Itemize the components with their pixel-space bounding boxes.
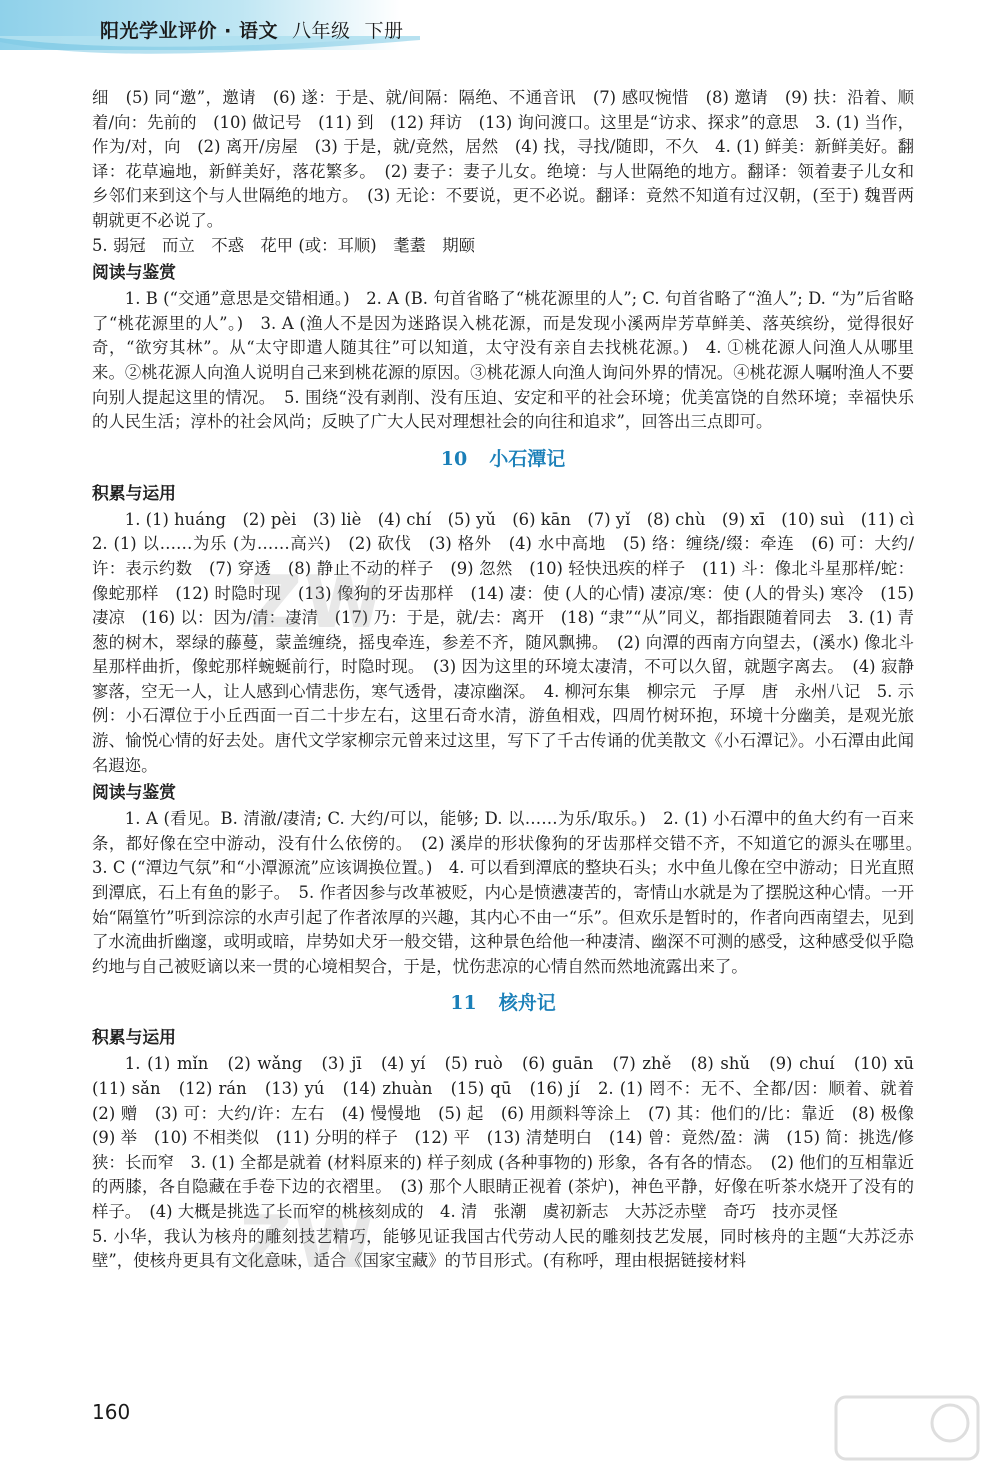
section-heading-accumulation: 积累与运用 (92, 482, 176, 503)
chapter-number: 10 (440, 447, 468, 470)
section-heading-reading: 阅读与鉴赏 (92, 782, 176, 803)
volume-label: 下册 (364, 20, 404, 42)
watermark-graphic: ZW (240, 1200, 376, 1284)
page-number: 160 (92, 1400, 131, 1424)
answer-paragraph: 5. 弱冠 而立 不惑 花甲 (或：耳顺) 耄耋 期颐 (92, 235, 476, 255)
watermark-graphic: ZW (250, 560, 386, 644)
chapter-title: 小石潭记 (489, 447, 566, 470)
answer-content (92, 86, 931, 1274)
chapter-number: 11 (450, 992, 477, 1015)
section-heading-reading: 阅读与鉴赏 (92, 262, 176, 283)
corner-stamp-logo (832, 1393, 982, 1463)
chapter-heading (92, 987, 914, 1019)
answer-paragraph: 细 (5) 同“邀”，邀请 (6) 遂：于是、就/间隔：隔绝、不通音讯 (7) 感叹惋惜 (8) 邀请 (9) 扶：沿着、顺着/向：先前的 (10) 做记号 (11) 到 (12) 拜访 (13) 询问渡口。这里是“访求、探求”的意思 3. (1) 当作，作为/对，向 (2) 离开/房屋 (3) 于是，就/竟然，居然 (4) 找，寻找/随即，不久 4. (1) 鲜美：新鲜美好。翻译：花草遍地，新鲜美好，落花繁多。 (2) 妻子：妻子儿女。绝境：与人世隔绝的地方。翻译：领着妻子儿女和乡邻们来到这个与人世隔绝的地方。 (3) 无论：不要说，更不必说。翻译：竟然不知道有过汉朝，(至于) 魏晋两朝就更不必说了。 (92, 88, 914, 230)
page-header (0, 0, 1000, 62)
accumulation-answers: 1. (1) huáng (2) pèi (3) liè (4) chí (5) yǔ (6) kān (7) yǐ (8) chù (9) xī (10) suì (11) cì 2. (1) 以……为乐 (为……高兴) (2) 砍伐 (3) 格外 (4) 水中高地 (5) 络：缠绕/缀：牵连 (6) 可：大约/许：表示约数 (7) 穿透 (8) 静止不动的样子 (9) 忽然 (10) 轻快迅疾的样子 (11) 斗：像北斗星那样/蛇：像蛇那样 (12) 时隐时现 (13) 像狗的牙齿那样 (14) 凄：使 (人的心情) 凄凉/寒：使 (人的骨头) 寒冷 (15) 凄凉 (16) 以：因为/清：凄清 (17) 乃：于是，就/去：离开 (18) “隶”“从”同义，都指跟随着同去 3. (1) 青葱的树木，翠绿的藤蔓，蒙盖缠绕，摇曳牵连，参差不齐，随风飘拂。 (2) 向潭的西南方向望去，(溪水) 像北斗星那样曲折，像蛇那样蜿蜒前行，时隐时现。 (3) 因为这里的环境太凄清，不可以久留，就题字离去。 (4) 寂静寥落，空无一人，让人感到心情悲伤，寒气透骨，凄凉幽深。 4. 柳河东集 柳宗元 子厚 唐 永州八记 5. 示例：小石潭位于小丘西面一百二十步左右，这里石奇水清，游鱼相戏，四周竹树环抱，环境十分幽美，是观光旅游、愉悦心情的好去处。唐代文学家柳宗元曾来过这里，写下了千古传诵的优美散文《小石潭记》。小石潭由此闻名遐迩。 (92, 509, 931, 775)
book-title (100, 16, 403, 43)
chapter-heading (92, 443, 914, 475)
book-title-text: 阳光学业评价 · 语文 (100, 20, 278, 42)
reading-answers: 1. B (“交通”意思是交错相通。) 2. A (B. 句首省略了“桃花源里的人”; C. 句首省略了“渔人”; D. “为”后省略了“桃花源里的人”。) 3. A (渔人不是因为迷路误入桃花源，而是发现小溪两岸芳草鲜美、落英缤纷，觉得很好奇，“欲穷其林”。从“太守即遣人随其往”可以知道，太守没有亲自去找桃花源。) 4. ①桃花源人问渔人从哪里来。②桃花源人向渔人说明自己来到桃花源的原因。③桃花源人向渔人询问外界的情况。④桃花源人嘱咐渔人不要向别人提起这里的情况。 5. 围绕“没有剥削、没有压迫、安定和平的社会环境；优美富饶的自然环境；幸福快乐的人民生活；淳朴的社会风尚；反映了广大人民对理想社会的向往和追求”，回答出三点即可。 (92, 289, 914, 432)
grade-label: 八年级 (291, 20, 351, 42)
accumulation-answers-continued: 5. 小华，我认为核舟的雕刻技艺精巧，能够见证我国古代劳动人民的雕刻技艺发展，同时核舟的主题“大苏泛赤壁”，使核舟更具有文化意味，适合《国家宝藏》的节目形式。(有称呼，理由根据链接材料 (92, 1226, 914, 1271)
chapter-title: 核舟记 (498, 992, 556, 1015)
section-heading-accumulation: 积累与运用 (92, 1027, 176, 1048)
accumulation-answers: 1. (1) mǐn (2) wǎng (3) jī (4) yí (5) ruò (6) guān (7) zhě (8) shǔ (9) chuí (10) xū (11) sǎn (12) rán (13) yú (14) zhuàn (15) qū (16) jí 2. (1) 罔不：无不、全都/因：顺着、就着 (2) 赠 (3) 可：大约/许：左右 (4) 慢慢地 (5) 起 (6) 用颜料等涂上 (7) 其：他们的/比：靠近 (8) 极像 (9) 举 (10) 不相类似 (11) 分明的样子 (12) 平 (13) 清楚明白 (14) 曾：竟然/盈：满 (15) 简：挑选/修狭：长而窄 3. (1) 全都是就着 (材料原来的) 样子刻成 (各种事物的) 形象，各有各的情态。 (2) 他们的互相靠近的两膝，各自隐藏在手卷下边的衣褶里。 (3) 那个人眼睛正视着 (茶炉)，神色平静，好像在听茶水烧开了没有的样子。 (4) 大概是挑选了长而窄的桃核刻成的 4. 清 张潮 虞初新志 大苏泛赤壁 奇巧 技亦灵怪 (92, 1054, 931, 1221)
reading-answers: 1. A (看见。B. 清澈/凄清; C. 大约/可以，能够; D. 以……为乐/取乐。) 2. (1) 小石潭中的鱼大约有一百来条，都好像在空中游动，没有什么依傍的。 (2) 溪岸的形状像狗的牙齿那样交错不齐，不知道它的源头在哪里。 3. C (“潭边气氛”和“小潭源流”应该调换位置。) 4. 可以看到潭底的整块石头；水中鱼儿像在空中游动；日光直照到潭底，石上有鱼的影子。 5. 作者因参与改革被贬，内心是愤懑凄苦的，寄情山水就是为了摆脱这种心情。一开始“隔篁竹”听到淙淙的水声引起了作者浓厚的兴趣，其内心不由一“乐”。但欢乐是暂时的，作者向西南望去，见到了水流曲折幽邃，或明或暗，岸势如犬牙一般交错，这种景色给他一种凄清、幽深不可测的感受，这种感受似乎隐约地与自己被贬谪以来一贯的心境相契合，于是，忧伤悲凉的心情自然而然地流露出来了。 (92, 809, 931, 976)
